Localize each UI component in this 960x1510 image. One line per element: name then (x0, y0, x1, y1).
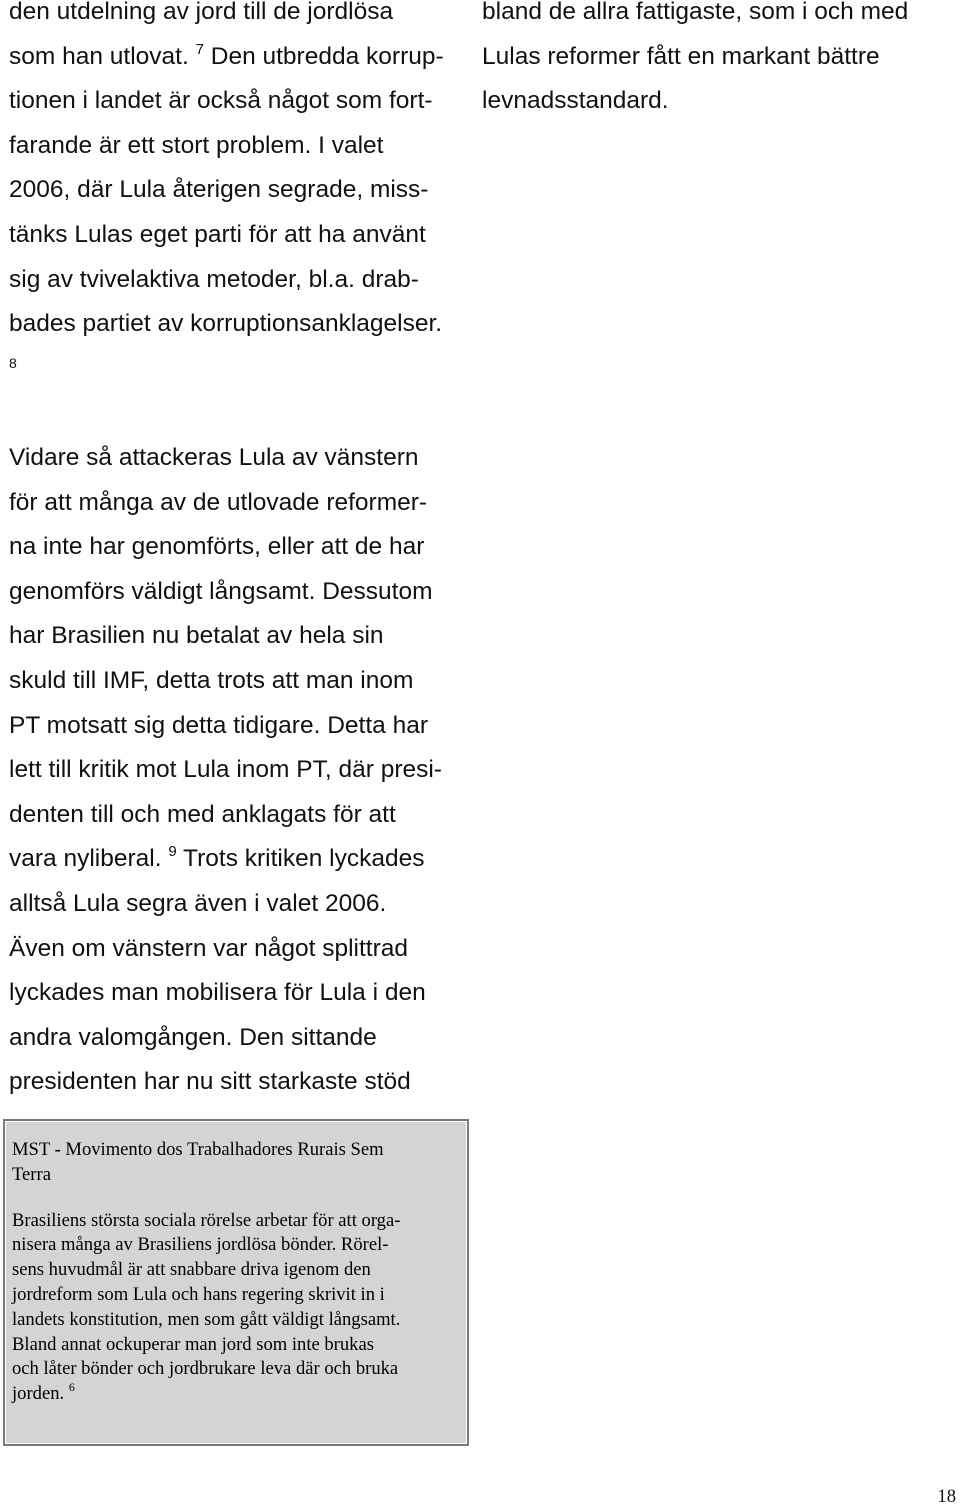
text-line: den utdelning av jord till de jordlösa (9, 0, 394, 25)
text-line: bland de allra fattigaste, som i och med (482, 0, 909, 25)
left-column-bottom (9, 436, 442, 1105)
info-box-title: MST - Movimento dos Trabalhadores Rurais Sem (12, 1139, 384, 1160)
info-box-line: Brasiliens största sociala rörelse arbetar för att orga- (12, 1209, 401, 1231)
info-box-line: nisera många av Brasiliens jordlösa bönder. Rörel- (12, 1234, 389, 1256)
text-line: tänks Lulas eget parti för att ha använt (9, 220, 426, 248)
text-line: genomförs väldigt långsamt. Dessutom (9, 577, 433, 605)
text-line: presidenten har nu sitt starkaste stöd (9, 1068, 411, 1096)
info-box (3, 1119, 469, 1446)
text-line: andra valomgången. Den sittande (9, 1023, 377, 1051)
info-box-line: jorden. $^6$ (12, 1380, 75, 1405)
text-line: för att många av de utlovade reformer- (9, 488, 428, 516)
text-line: farande är ett stort problem. I valet (9, 131, 384, 159)
text-line: na inte har genomförts, eller att de har (9, 533, 425, 561)
info-box-line: landets konstitution, men som gått väldigt långsamt. (12, 1308, 401, 1330)
right-column (482, 0, 908, 124)
footnote-ref: 6 (68, 1380, 75, 1395)
text-line: 2006, där Lula återigen segrade, miss- (9, 176, 429, 204)
info-box-content (12, 1138, 400, 1407)
info-box-line: jordreform som Lula och hans regering skrivit in i (12, 1283, 385, 1305)
text-line: alltså Lula segra även i valet 2006. (9, 889, 387, 917)
text-line: levnadsstandard. (482, 87, 669, 115)
text-line: som han utlovat. $^7$ Den utbredda korrup- (9, 40, 444, 70)
text-line: har Brasilien nu betalat av hela sin (9, 622, 384, 650)
text-line: Även om vänstern var något splittrad (9, 934, 409, 962)
text-line: Lulas reformer fått en markant bättre (482, 42, 880, 70)
text-line: tionen i landet är också något som fort- (9, 87, 433, 115)
footnote-ref: 7 (195, 40, 204, 58)
info-box-title-line2: Terra (12, 1163, 51, 1185)
footnote-ref: 8 (9, 354, 17, 371)
text-line: skuld till IMF, detta trots att man inom (9, 666, 414, 694)
left-column-top (9, 0, 444, 371)
text-line: lyckades man mobilisera för Lula i den (9, 979, 426, 1007)
text-line: bades partiet av korruptionsanklagelser. (9, 310, 443, 338)
text-line: denten till och med anklagats för att (9, 800, 396, 828)
page-number: 18 (937, 1486, 956, 1507)
text-line: lett till kritik mot Lula inom PT, där presi- (9, 756, 442, 784)
text-line: Vidare så attackeras Lula av vänstern (9, 444, 419, 471)
info-box-line: Bland annat ockuperar man jord som inte brukas (12, 1333, 374, 1355)
text-line: sig av tvivelaktiva metoder, bl.a. drab- (9, 265, 419, 293)
footnote-ref: 9 (168, 843, 177, 861)
text-line: PT motsatt sig detta tidigare. Detta har (9, 711, 428, 739)
info-box-line: sens huvudmål är att snabbare driva igenom den (12, 1259, 371, 1281)
text-line: vara nyliberal. $^9$ Trots kritiken lyckades (9, 843, 425, 873)
info-box-line: och låter bönder och jordbrukare leva där och bruka (12, 1358, 399, 1380)
